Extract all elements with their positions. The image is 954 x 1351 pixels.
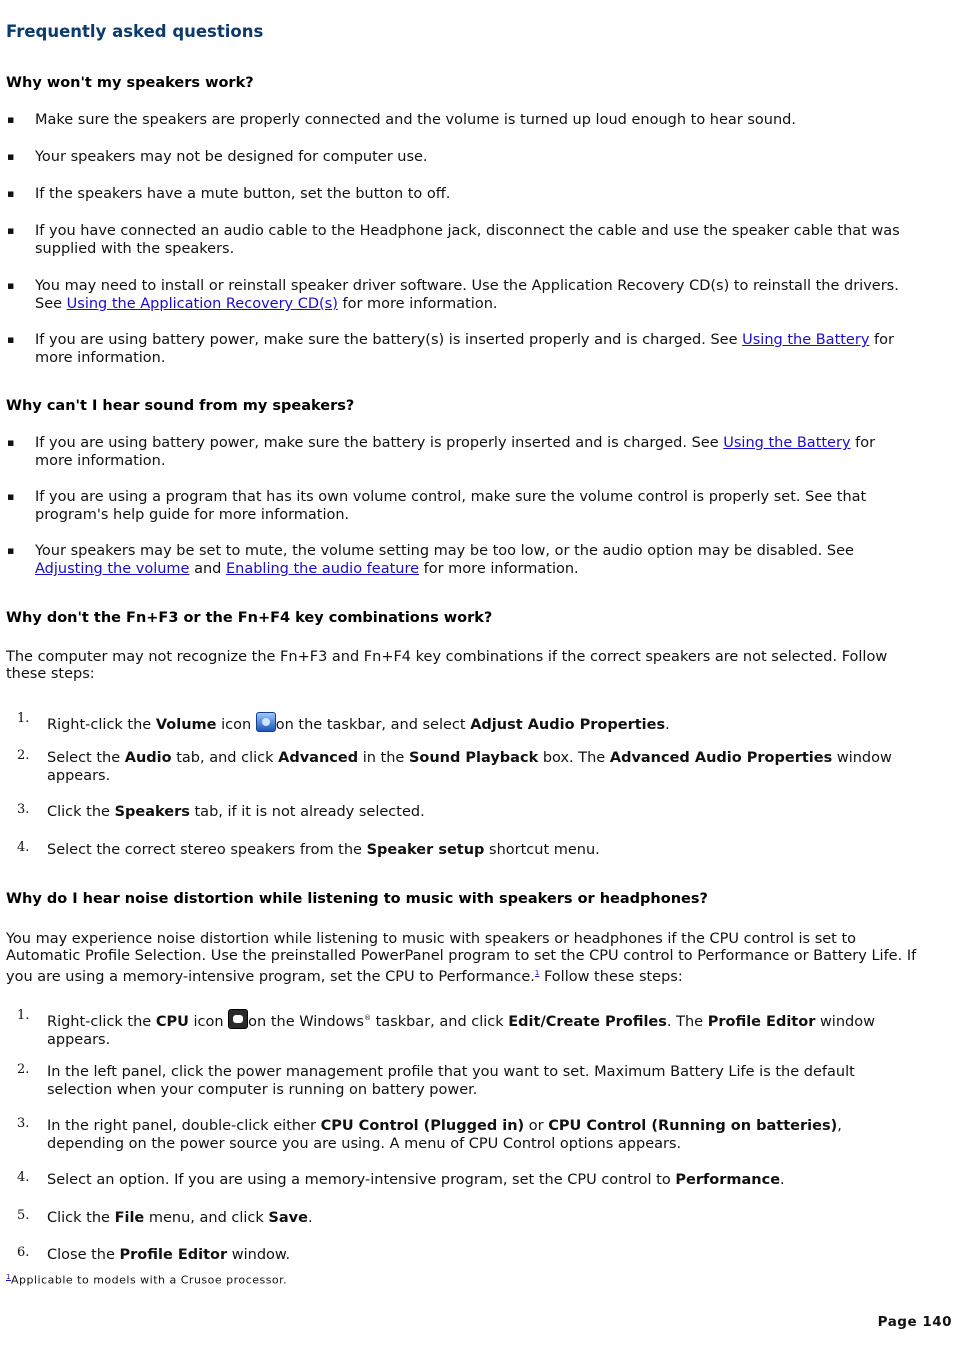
step-number: 4. [17, 840, 30, 855]
question-fn-keys: Why don't the Fn+F3 or the Fn+F4 key combinations work? [6, 610, 493, 626]
link-application-recovery[interactable]: Using the Application Recovery CD(s) [66, 296, 338, 312]
step-number: 3. [17, 1116, 30, 1131]
bullet-icon: ▪ [7, 333, 15, 346]
paragraph: You may experience noise distortion while listening to music with speakers or headphones if the CPU control is set to Automatic Profile Selection. Use the preinstalled PowerPanel program to set the CPU control to Performance or Battery Life. If you are using a memory-intensive program, set the CPU to Performance.$^1$ Follow these steps: [6, 931, 917, 985]
bullet-icon: ▪ [7, 150, 15, 163]
bullet-icon: ▪ [7, 279, 15, 292]
page-number: Page 140 [877, 1314, 952, 1330]
bullet-icon: ▪ [7, 544, 15, 557]
question-speakers-not-working: Why won't my speakers work? [6, 75, 254, 91]
bullet-icon: ▪ [7, 224, 15, 237]
link-using-battery[interactable]: Using the Battery [742, 332, 870, 348]
footnote-ref-link[interactable]: 1 [534, 969, 540, 977]
link-using-battery[interactable]: Using the Battery [723, 435, 851, 451]
bullet-icon: ▪ [7, 490, 15, 503]
step-number: 4. [17, 1170, 30, 1185]
step-number: 1. [17, 1008, 30, 1023]
paragraph: The computer may not recognize the Fn+F3 and Fn+F4 key combinations if the correct speakers are not selected. Follow these steps: [6, 649, 888, 682]
step-number: 3. [17, 802, 30, 817]
volume-icon [256, 712, 276, 732]
cpu-icon [228, 1009, 248, 1029]
bullet-icon: ▪ [7, 187, 15, 200]
step-number: 1. [17, 711, 30, 726]
step-number: 6. [17, 1245, 30, 1260]
footnote: $^1$Applicable to models with a Crusoe processor. [6, 1273, 288, 1287]
link-adjusting-volume[interactable]: Adjusting the volume [35, 561, 190, 577]
step-number: 2. [17, 1062, 30, 1077]
question-cant-hear-sound: Why can't I hear sound from my speakers? [6, 398, 355, 414]
step-number: 2. [17, 748, 30, 763]
question-noise-distortion: Why do I hear noise distortion while listening to music with speakers or headphones? [6, 891, 708, 907]
page-title: Frequently asked questions [6, 22, 264, 41]
bullet-icon: ▪ [7, 113, 15, 126]
step-number: 5. [17, 1208, 30, 1223]
link-enabling-audio[interactable]: Enabling the audio feature [225, 561, 420, 577]
help-page: Frequently asked questions Why won't my speakers work? ▪ Make sure the speakers are properly connected and the volume is turned up loud enough to hear sound. ▪ Your speakers may not be designed for computer use. ▪ If the speakers have a mute button, set the button to off. ▪ If you have connected an audio cable to the Headphone jack, disconnect the cable and use the speaker cable that was supplied with the speakers. ▪ You may need to install or reinstall speaker driver software. Use the Application Recovery CD(s) to reinstall the drivers. See Using the Application Recovery CD(s) for more information. ▪ If you are using battery power, make sure the battery(s) is inserted properly and is charged. See Using the Battery for more information. Why can't I hear sound from my speakers? ▪ If you are using battery power, make sure the battery is properly inserted and is charged. See Using the Battery for more information. ▪ If you are using a program that has its own volume control, make sure the volume control is properly set. See that program's help guide for more information. ▪ Your speakers may be set to mute, the volume setting may be too low, or the audio option may be disabled. See Adjusting the volume and Enabling the audio feature for more information. Why don't the Fn+F3 or the Fn+F4 key combinations work? The computer may not recognize the Fn+F3 and Fn+F4 key combinations if the correct speakers are not selected. Follow these steps: 1. Right-click the Volume icon on the taskbar, and select Adjust Audio Properties. 2. Select the Audio tab, and click Advanced in the Sound Playback box. The Advanced Audio Properties window appears. 3. Click the Speakers tab, if it is not already selected. 4. Select the correct stereo speakers from the Speaker setup shortcut menu. Why do I hear noise distortion while listening to music with speakers or headphones? You may experience noise distortion while listening to music with speakers or headphones if the CPU control is set to Automatic Profile Selection. Use the preinstalled PowerPanel program to set the CPU control to Performance or Battery Life. If you are using a memory-intensive program, set the CPU to Performance.$^1$ Follow these steps: 1. Right-click the CPU icon on the Windows® taskbar, and click Edit/Create Profiles. The Profile Editor window appears. 2. In the left panel, click the power management profile that you want to set. Maximum Battery Life is the default selection when your computer is running on battery power. 3. In the right panel, double-click either CPU Control (Plugged in) or CPU Control (Running on batteries), depending on the power source you are using. A menu of CPU Control options appears. 4. Select an option. If you are using a memory-intensive program, set the CPU control to Performance. 5. Click the File menu, and click Save. 6. Close the Profile Editor window. $^1$Applicable to models with a Crusoe processor. Page 140 [6, 22, 952, 1330]
footnote-mark-link[interactable]: 1 [6, 1273, 11, 1281]
bullet-icon: ▪ [7, 436, 15, 449]
